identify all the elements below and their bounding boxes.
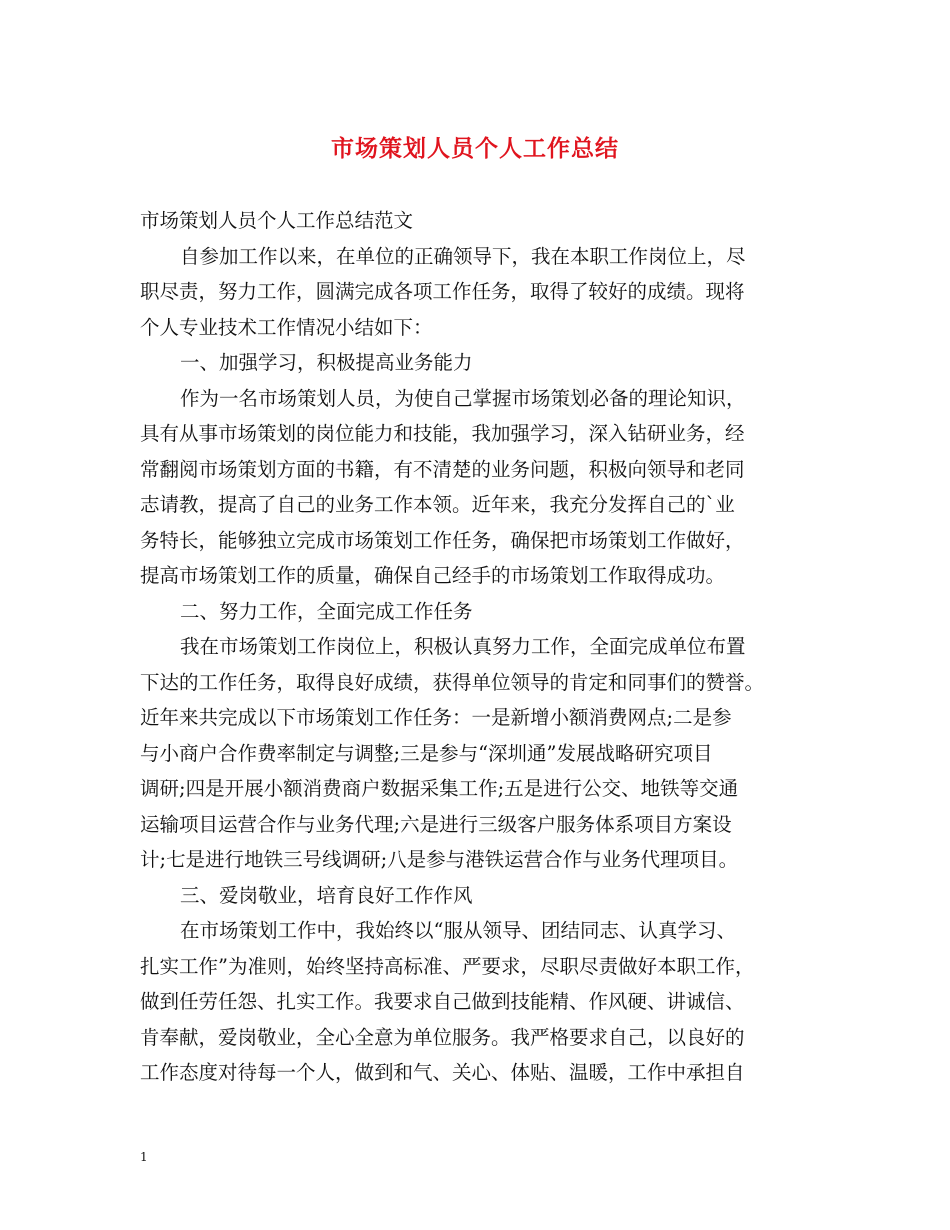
body-line: 计;七是进行地铁三号线调研;八是参与港铁运营合作与业务代理项目。 — [140, 848, 739, 871]
body-line: 二、努力工作，全面完成工作任务 — [180, 599, 473, 623]
body-line: 近年来共完成以下市场策划工作任务：一是新增小额消费网点;二是参 — [140, 706, 732, 729]
body-line: 自参加工作以来，在单位的正确领导下，我在本职工作岗位上，尽 — [180, 244, 746, 268]
body-line: 在市场策划工作中，我始终以“服从领导、团结同志、认真学习、 — [180, 919, 736, 942]
body-line: 提高市场策划工作的质量，确保自己经手的市场策划工作取得成功。 — [140, 564, 726, 587]
body-line: 具有从事市场策划的岗位能力和技能，我加强学习，深入钻研业务，经 — [140, 422, 745, 445]
page-number: 1 — [140, 1150, 148, 1164]
body-line: 我在市场策划工作岗位上，积极认真努力工作，全面完成单位布置 — [180, 635, 746, 658]
body-line: 市场策划人员个人工作总结范文 — [140, 209, 414, 232]
body-line: 职尽责，努力工作，圆满完成各项工作任务，取得了较好的成绩。现将 — [140, 280, 745, 303]
body-line: 志请教，提高了自己的业务工作本领。近年来，我充分发挥自己的`业 — [140, 493, 735, 516]
body-line: 常翻阅市场策划方面的书籍，有不清楚的业务问题，积极向领导和老同 — [140, 457, 745, 481]
body-line: 三、爱岗敬业，培育良好工作作风 — [180, 883, 473, 907]
body-line: 作为一名市场策划人员，为使自己掌握市场策划必备的理论知识， — [180, 386, 746, 410]
body-line: 工作态度对待每一个人，做到和气、关心、体贴、温暖，工作中承担自 — [140, 1061, 745, 1084]
body-line: 调研;四是开展小额消费商户数据采集工作;五是进行公交、地铁等交通 — [140, 777, 739, 800]
body-line: 做到任劳任怨、扎实工作。我要求自己做到技能精、作风硬、讲诚信、 — [140, 990, 745, 1013]
body-line: 一、加强学习，积极提高业务能力 — [180, 351, 473, 374]
document-body — [140, 203, 810, 1091]
body-line: 务特长，能够独立完成市场策划工作任务，确保把市场策划工作做好， — [140, 528, 745, 552]
body-line: 个人专业技术工作情况小结如下： — [140, 315, 433, 339]
body-line: 下达的工作任务，取得良好成绩，获得单位领导的肯定和同事们的赞誉。 — [140, 670, 765, 694]
body-line: 与小商户合作费率制定与调整;三是参与“深圳通”发展战略研究项目 — [140, 741, 713, 765]
body-line: 肯奉献，爱岗敬业，全心全意为单位服务。我严格要求自己，以良好的 — [140, 1025, 745, 1049]
document-title: 市场策划人员个人工作总结 — [331, 135, 619, 162]
body-line: 扎实工作”为准则，始终坚持高标准、严要求，尽职尽责做好本职工作， — [140, 954, 755, 978]
body-line: 运输项目运营合作与业务代理;六是进行三级客户服务体系项目方案设 — [140, 812, 732, 836]
